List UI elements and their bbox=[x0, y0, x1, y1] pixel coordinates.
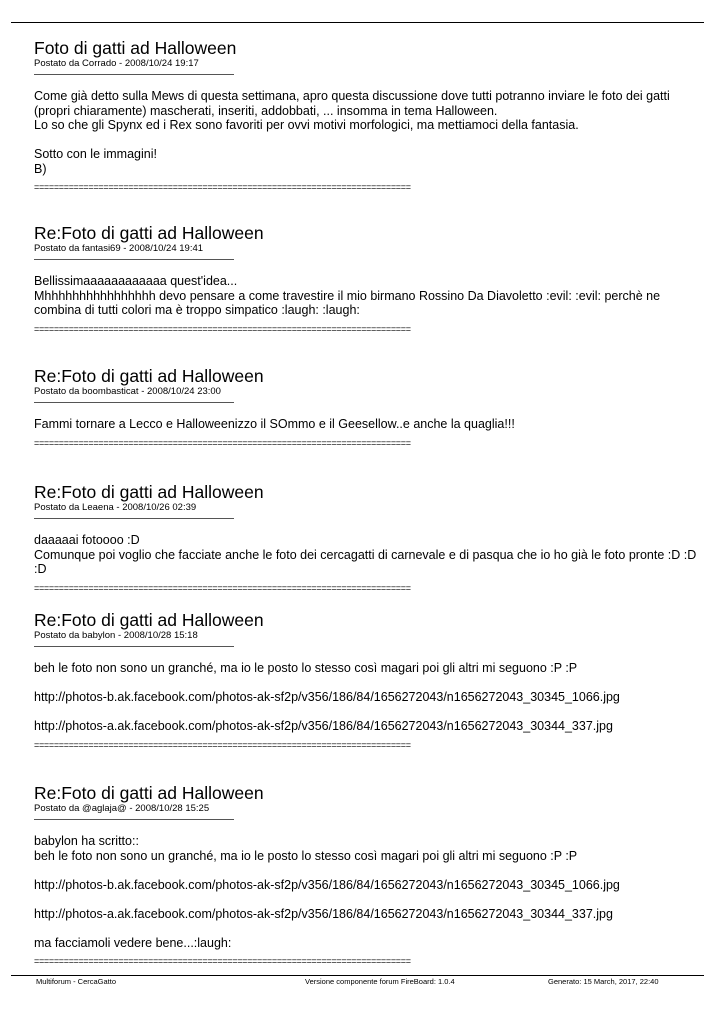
post-meta: Postato da @aglaja@ - 2008/10/28 15:25 bbox=[34, 803, 210, 814]
footer-version: Versione componente forum FireBoard: 1.0.4 bbox=[305, 977, 455, 986]
post-meta: Postato da fantasi69 - 2008/10/24 19:41 bbox=[34, 243, 204, 254]
post-title: Re:Foto di gatti ad Halloween bbox=[34, 366, 264, 386]
post-meta: Postato da Leaena - 2008/10/26 02:39 bbox=[34, 502, 197, 513]
post-separator: ============================================================================ bbox=[34, 739, 411, 750]
post-3 bbox=[34, 366, 704, 448]
meta-rule bbox=[34, 259, 234, 260]
post-line: Sotto con le immagini! bbox=[34, 147, 157, 161]
post-meta: Postato da babylon - 2008/10/28 15:18 bbox=[34, 630, 198, 641]
post-title: Re:Foto di gatti ad Halloween bbox=[34, 783, 264, 803]
post-body bbox=[34, 417, 704, 432]
post-line: Come già detto sulla Mews di questa settimana, apro questa discussione dove tutti potranno inviare le foto dei gatti (propri chiaramente) mascherati, inseriti, addobbati, ... insomma in tema Halloween. bbox=[34, 89, 670, 118]
post-separator: ============================================================================ bbox=[34, 182, 411, 192]
post-line: beh le foto non sono un granché, ma io le posto lo stesso così magari poi gli altri mi seguono :P :P bbox=[34, 661, 578, 675]
post-body bbox=[34, 661, 704, 734]
post-1 bbox=[34, 38, 704, 192]
post-line: Bellissimaaaaaaaaaaaa quest'idea... bbox=[34, 274, 238, 288]
post-separator: ============================================================================ bbox=[34, 956, 411, 966]
post-body bbox=[34, 834, 704, 950]
meta-rule bbox=[34, 74, 234, 75]
post-line: B) bbox=[34, 161, 47, 176]
meta-rule bbox=[34, 646, 234, 647]
post-line: Fammi tornare a Lecco e Halloweenizzo il SOmmo e il Geesellow..e anche la quaglia!!! bbox=[34, 417, 515, 431]
footer-site: Multiforum - CercaGatto bbox=[36, 977, 117, 986]
post-line: ma facciamoli vedere bene...:laugh: bbox=[34, 935, 232, 950]
bottom-rule bbox=[11, 975, 704, 976]
post-meta: Postato da Corrado - 2008/10/24 19:17 bbox=[34, 58, 199, 69]
post-title: Foto di gatti ad Halloween bbox=[34, 38, 237, 58]
post-title: Re:Foto di gatti ad Halloween bbox=[34, 610, 264, 630]
quote-header: babylon ha scritto:: bbox=[34, 834, 139, 848]
post-body bbox=[34, 533, 704, 577]
footer-generated: Generato: 15 March, 2017, 22:40 bbox=[548, 977, 659, 986]
post-link[interactable]: http://photos-b.ak.facebook.com/photos-ak-sf2p/v356/186/84/1656272043/n1656272043_30345_1066.jpg bbox=[34, 690, 620, 704]
post-2 bbox=[34, 223, 704, 334]
meta-rule bbox=[34, 819, 234, 820]
meta-rule bbox=[34, 402, 234, 403]
post-line: Mhhhhhhhhhhhhhhhh devo pensare a come travestire il mio birmano Rossino Da Diavoletto :evil: :evil: perchè ne combina di tutti colori ma è troppo simpatico :laugh: :laugh: bbox=[34, 288, 661, 317]
post-body bbox=[34, 89, 704, 176]
top-rule bbox=[11, 22, 704, 23]
post-link[interactable]: http://photos-a.ak.facebook.com/photos-ak-sf2p/v356/186/84/1656272043/n1656272043_30344_337.jpg bbox=[34, 906, 613, 921]
post-5 bbox=[34, 610, 704, 750]
post-link[interactable]: http://photos-b.ak.facebook.com/photos-ak-sf2p/v356/186/84/1656272043/n1656272043_30345_1066.jpg bbox=[34, 877, 620, 892]
post-meta: Postato da boombasticat - 2008/10/24 23:00 bbox=[34, 386, 221, 397]
post-6 bbox=[34, 783, 704, 966]
post-title: Re:Foto di gatti ad Halloween bbox=[34, 482, 264, 502]
post-title: Re:Foto di gatti ad Halloween bbox=[34, 223, 264, 243]
post-4 bbox=[34, 482, 704, 593]
post-link[interactable]: http://photos-a.ak.facebook.com/photos-ak-sf2p/v356/186/84/1656272043/n1656272043_30344_337.jpg bbox=[34, 719, 613, 733]
post-line: beh le foto non sono un granché, ma io le posto lo stesso così magari poi gli altri mi seguono :P :P bbox=[34, 848, 578, 863]
meta-rule bbox=[34, 518, 234, 519]
post-separator: ============================================================================ bbox=[34, 582, 411, 593]
post-body bbox=[34, 274, 704, 318]
post-line: daaaaai fotoooo :D bbox=[34, 533, 140, 547]
post-separator: ============================================================================ bbox=[34, 437, 411, 448]
post-separator: ============================================================================ bbox=[34, 323, 411, 334]
post-line: Comunque poi voglio che facciate anche le foto dei cercagatti di carnevale e di pasqua che io ho già le foto pronte :D :D :D bbox=[34, 547, 697, 576]
post-line: Lo so che gli Spynx ed i Rex sono favoriti per ovvi motivi morfologici, ma mettiamoci della fantasia. bbox=[34, 118, 579, 132]
